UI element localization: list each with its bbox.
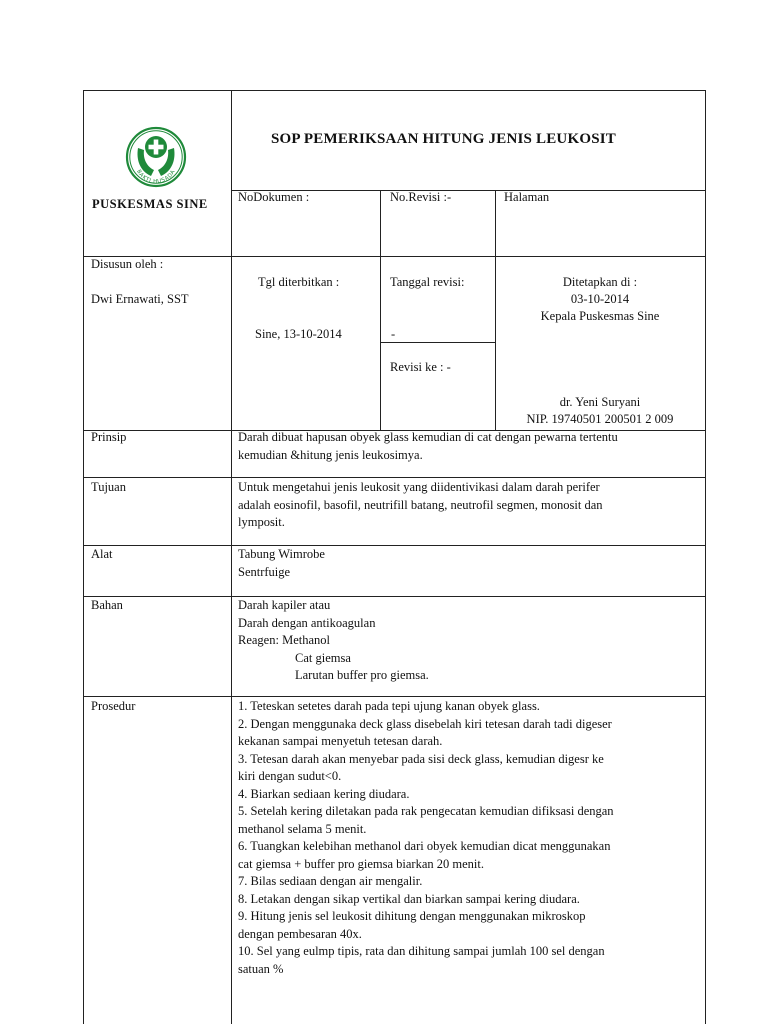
- prosedur-label: Prosedur: [91, 699, 136, 713]
- alat-line: Tabung Wimrobe: [238, 547, 325, 561]
- bahan-label: Bahan: [91, 598, 123, 612]
- table-border-left: [83, 90, 84, 1024]
- tujuan-line: adalah eosinofil, basofil, neutrifill batang, neutrofil segmen, monosit dan: [238, 497, 603, 512]
- prosedur-line: 9. Hitung jenis sel leukosit dihitung dengan menggunakan mikroskop: [238, 909, 586, 923]
- logo-text: BAKTI HUSADA: [135, 168, 177, 186]
- disusun-oleh-label: Disusun oleh :: [91, 257, 164, 271]
- prosedur-line: 2. Dengan menggunaka deck glass disebelah kiri tetesan darah tadi digeser: [238, 716, 612, 731]
- tujuan-line: Untuk mengetahui jenis leukosit yang diidentivikasi dalam darah perifer: [238, 480, 600, 494]
- prosedur-content: [238, 698, 614, 978]
- alat-line: Sentrfuige: [238, 564, 291, 579]
- prinsip-label: Prinsip: [91, 430, 127, 444]
- tujuan-line: lymposit.: [238, 515, 285, 529]
- tujuan-label: Tujuan: [91, 480, 126, 494]
- table-divider-revisi-ke: [380, 342, 495, 343]
- tgl-diterbitkan-value: Sine, 13-10-2014: [255, 327, 342, 341]
- table-divider-tujuan: [83, 477, 706, 478]
- bahan-line: Reagen: Methanol: [238, 633, 330, 647]
- puskesmas-logo-icon: [125, 124, 187, 190]
- tgl-diterbitkan-label: Tgl diterbitkan :: [258, 275, 340, 289]
- prosedur-line: 3. Tetesan darah akan menyebar pada sisi deck glass, kemudian digesr ke: [238, 751, 604, 766]
- bahan-line: Darah kapiler atau: [238, 598, 331, 612]
- halaman-label: Halaman: [504, 190, 550, 204]
- ditetapkan-role: Kepala Puskesmas Sine: [540, 309, 660, 323]
- prosedur-line: dengan pembesaran 40x.: [238, 926, 362, 941]
- prosedur-line: 1. Teteskan setetes darah pada tepi ujung kanan obyek glass.: [238, 699, 540, 713]
- bahan-line: Darah dengan antikoagulan: [238, 615, 376, 630]
- bahan-line: Cat giemsa: [295, 650, 351, 665]
- alat-label: Alat: [91, 547, 113, 561]
- table-divider-revisi: [380, 190, 381, 430]
- prinsip-content: [238, 429, 618, 464]
- table-border-right: [705, 90, 706, 1024]
- prosedur-line: 8. Letakan dengan sikap vertikal dan biarkan sampai kering diudara.: [238, 891, 580, 906]
- organization-name: PUSKESMAS SINE: [92, 197, 208, 211]
- prosedur-line: kiri dengan sudut<0.: [238, 769, 342, 783]
- prosedur-line: cat giemsa + buffer pro giemsa biarkan 20 menit.: [238, 856, 484, 871]
- prinsip-line: kemudian &hitung jenis leukosimya.: [238, 447, 423, 462]
- table-border-top: [83, 90, 706, 91]
- revisi-ke-label: Revisi ke : -: [390, 360, 451, 374]
- prosedur-line: 6. Tuangkan kelebihan methanol dari obyek kemudian dicat menggunakan: [238, 839, 611, 853]
- prosedur-line: 7. Bilas sediaan dengan air mengalir.: [238, 874, 423, 888]
- ditetapkan-date: 03-10-2014: [570, 292, 630, 306]
- signer-name: dr. Yeni Suryani: [559, 395, 641, 409]
- tujuan-content: [238, 479, 603, 532]
- ditetapkan-label: Ditetapkan di :: [562, 275, 638, 289]
- prinsip-line: Darah dibuat hapusan obyek glass kemudian di cat dengan pewarna tertentu: [238, 430, 618, 444]
- prosedur-line: methanol selama 5 menit.: [238, 821, 367, 836]
- prosedur-line: 5. Setelah kering diletakan pada rak pengecatan kemudian difiksasi dengan: [238, 804, 614, 818]
- table-divider-alat: [83, 545, 706, 546]
- signer-nip: NIP. 19740501 200501 2 009: [526, 412, 674, 426]
- alat-content: [238, 546, 325, 581]
- prosedur-line: 4. Biarkan sediaan kering diudara.: [238, 786, 410, 801]
- prosedur-line: kekanan sampai menyetuh tetesan darah.: [238, 734, 443, 748]
- table-divider-header: [83, 256, 706, 257]
- document-title: SOP PEMERIKSAAN HITUNG JENIS LEUKOSIT: [271, 131, 616, 147]
- bahan-content: [238, 597, 429, 685]
- sop-document: [83, 90, 706, 1024]
- no-revisi-label: No.Revisi :-: [390, 190, 452, 204]
- no-dokumen-label: NoDokumen :: [238, 190, 310, 204]
- table-divider-prosedur: [83, 696, 706, 697]
- bahan-line: Larutan buffer pro giemsa.: [295, 668, 429, 682]
- tanggal-revisi-value: -: [391, 327, 396, 341]
- prosedur-line: satuan %: [238, 961, 284, 976]
- disusun-oleh-name: Dwi Ernawati, SST: [91, 292, 189, 306]
- tanggal-revisi-label: Tanggal revisi:: [390, 275, 465, 289]
- prosedur-line: 10. Sel yang eulmp tipis, rata dan dihitung sampai jumlah 100 sel dengan: [238, 944, 605, 958]
- table-divider-label-column: [231, 90, 232, 1024]
